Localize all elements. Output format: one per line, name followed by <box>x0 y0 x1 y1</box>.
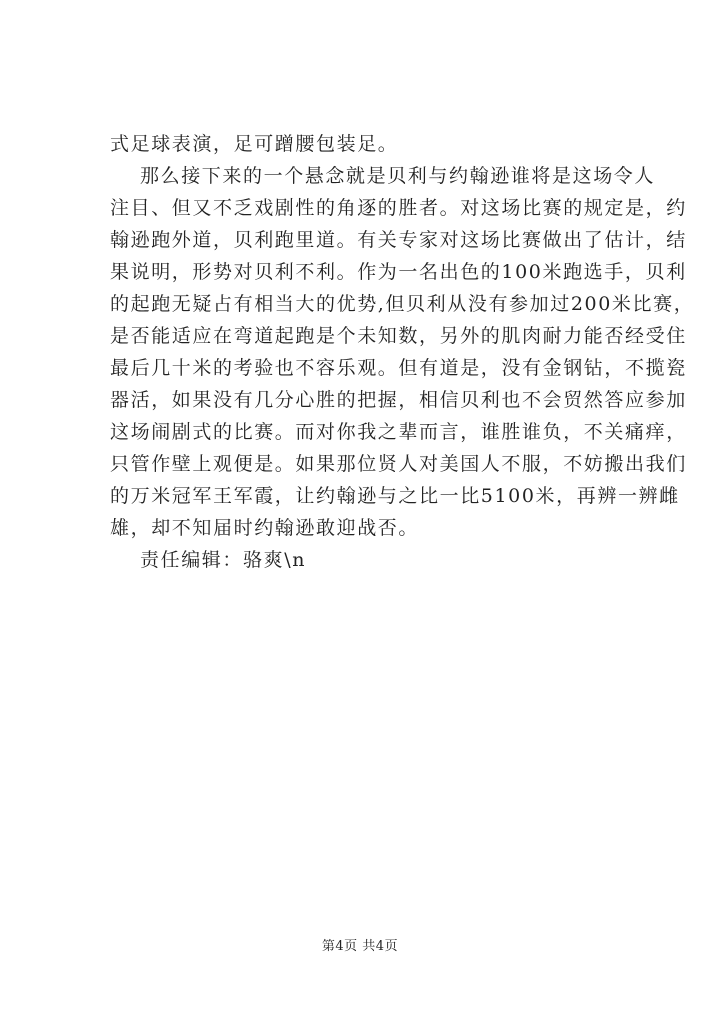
text-line: 的万米冠军王军霞，让约翰逊与之比一比5100米，再辨一辨雌 <box>110 485 680 507</box>
text-line: 雄，却不知届时约翰逊敢迎战否。 <box>110 517 420 539</box>
text-line: 器活，如果没有几分心胜的把握，相信贝利也不会贸然答应参加 <box>110 389 687 411</box>
text-line: 最后几十米的考验也不容乐观。但有道是，没有金钢钻，不揽瓷 <box>110 357 687 379</box>
text-line: 是否能适应在弯道起跑是个未知数，另外的肌肉耐力能否经受住 <box>110 325 687 347</box>
text-line: 果说明，形势对贝利不利。作为一名出色的100米跑选手，贝利 <box>110 261 687 283</box>
text-line: 只管作壁上观便是。如果那位贤人对美国人不服，不妨搬出我们 <box>110 453 687 475</box>
text-line: 式足球表演，足可蹭腰包装足。 <box>110 133 399 155</box>
text-line: 这场闹剧式的比赛。而对你我之辈而言，谁胜谁负，不关痛痒， <box>110 421 687 443</box>
editor-credit: 责任编辑：骆爽\n <box>140 549 307 571</box>
text-line: 的起跑无疑占有相当大的优势,但贝利从没有参加过200米比赛， <box>110 293 695 315</box>
text-line: 翰逊跑外道，贝利跑里道。有关专家对这场比赛做出了估计，结 <box>110 229 687 251</box>
text-line: 那么接下来的一个悬念就是贝利与约翰逊谁将是这场令人 <box>140 165 656 187</box>
page-number-footer: 第4页 共4页 <box>321 939 399 954</box>
article-body <box>110 128 695 576</box>
text-line: 注目、但又不乏戏剧性的角逐的胜者。对这场比赛的规定是，约 <box>110 197 687 219</box>
